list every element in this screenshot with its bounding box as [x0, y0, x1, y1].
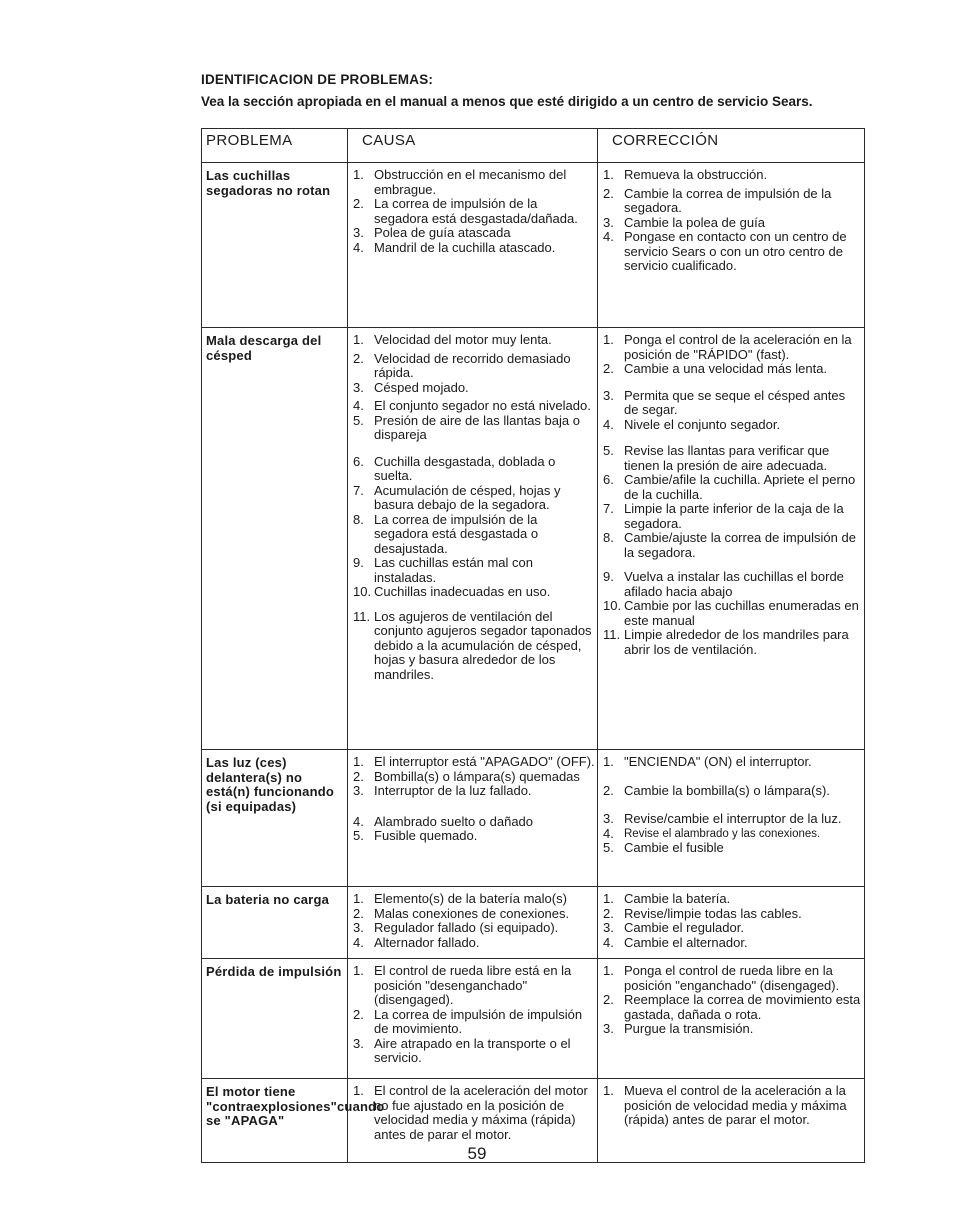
list-item: 4. Pongase en contacto con un centro de servicio Sears o con un otro centro de servicio cualificado. [603, 229, 847, 273]
list-item: 4. Cambie el alternador. [603, 934, 748, 950]
list-item: 2. La correa de impulsión de impulsión de movimiento. [353, 1006, 583, 1036]
list-item: 3. Revise/cambie el interruptor de la luz. [603, 811, 842, 826]
list-item: 2. Reemplace la correa de movimiento esta gastada, dañada o rota. [603, 992, 861, 1022]
list-item: 7. Acumulación de césped, hojas y basura debajo de la segadora. [353, 482, 561, 512]
list-item: 2. Cambie la correa de impulsión de la segadora. [603, 185, 832, 215]
list-item: 7. Limpie la parte inferior de la caja de la segadora. [603, 501, 844, 531]
list-item: 8. La correa de impulsión de la segadora está desgastada o desajustada. [353, 511, 539, 556]
list-item: 9. Vuelva a instalar las cuchillas el borde afilado hacia abajo [603, 569, 844, 599]
cause-cell [348, 959, 598, 1079]
table-row [202, 328, 865, 750]
cause-cell [348, 328, 598, 750]
table-header-row [202, 129, 865, 163]
list-item: 4. El conjunto segador no está nivelado. [353, 398, 591, 413]
section-heading: IDENTIFICACION DE PROBLEMAS: [201, 72, 434, 87]
list-item: 3. Cambie el regulador. [603, 920, 744, 935]
cause-cell [348, 163, 598, 328]
table-row [202, 163, 865, 328]
list-item: 1. El control de la aceleración del motor no fue ajustado en la posición de velocidad media y máxima (rápida) antes de parar el motor. [353, 1083, 588, 1142]
list-item: 4. Alambrado suelto o dañado [353, 813, 534, 829]
list-item: 3. Aire atrapado en la transporte o el servicio. [353, 1035, 571, 1065]
header-correction: CORRECCIÓN [598, 129, 865, 163]
problem-cell: Las luz (ces) delantera(s) no está(n) funcionando (si equipadas) [202, 750, 348, 887]
problem-cell: Pérdida de impulsión [202, 959, 348, 1079]
list-item: 5. Revise las llantas para verificar que tienen la presión de aire adecuada. [603, 443, 830, 473]
list-item: 1. El control de rueda libre está en la posición "desenganchado" (disengaged). [353, 963, 572, 1007]
list-item: 10. Cuchillas inadecuadas en uso. [353, 584, 551, 599]
list-item: 4. Mandril de la cuchilla atascado. [353, 239, 556, 255]
list-item: 11. Los agujeros de ventilación del conjunto agujeros segador taponados debido a la acumulación de césped, hojas y basura alrededor de los mandriles. [353, 608, 592, 682]
list-item: 1. Ponga el control de la aceleración en la posición de "RÁPIDO" (fast). [603, 332, 852, 362]
list-item: 8. Cambie/ajuste la correa de impulsión de la segadora. [603, 530, 856, 560]
correction-cell [598, 163, 865, 328]
list-item: 4. Revise el alambrado y las conexiones. [603, 825, 821, 841]
list-item: 5. Presión de aire de las llantas baja o dispareja [353, 412, 580, 442]
list-item: 2. Malas conexiones de conexiones. [353, 905, 570, 921]
header-cause: CAUSA [348, 129, 598, 163]
list-item: 1. Mueva el control de la aceleración a la posición de velocidad media y máxima (rápida) antes de parar el motor. [603, 1083, 847, 1127]
problem-cell: Mala descarga del césped [202, 328, 348, 750]
correction-cell [598, 328, 865, 750]
list-item: 3. Cambie la polea de guía [603, 214, 765, 230]
list-item: 5. Fusible quemado. [353, 828, 478, 843]
list-item: 3. Polea de guía atascada [353, 225, 511, 240]
header-problem: PROBLEMA [202, 129, 348, 163]
list-item: 3. Permita que se seque el césped antes de segar. [603, 387, 846, 417]
troubleshooting-table [201, 128, 865, 1163]
list-item: 2. Bombilla(s) o lámpara(s) quemadas [353, 768, 580, 784]
list-item: 2. La correa de impulsión de la segadora está desgastada/dañada. [353, 196, 578, 226]
list-item: 9. Las cuchillas están mal con instaladas. [353, 555, 533, 585]
list-item: 1. Velocidad del motor muy lenta. [353, 332, 552, 347]
table-row [202, 750, 865, 887]
problem-cell: La bateria no carga [202, 887, 348, 959]
list-item: 3. Césped mojado. [353, 379, 469, 395]
list-item: 1. El interruptor está "APAGADO" (OFF). [353, 754, 595, 769]
list-item: 1. Cambie la batería. [603, 891, 731, 906]
intro-text: Vea la sección apropiada en el manual a menos que esté dirigido a un centro de servicio Sears. [201, 94, 813, 109]
list-item: 2. Cambie a una velocidad más lenta. [603, 361, 828, 376]
list-item: 11. Limpie alrededor de los mandriles para abrir los de ventilación. [603, 627, 849, 657]
problem-cell: Las cuchillas segadoras no rotan [202, 163, 348, 328]
table-row [202, 887, 865, 959]
list-item: 6. Cuchilla desgastada, doblada o suelta. [353, 453, 556, 483]
correction-cell [598, 750, 865, 887]
page-number: 59 [467, 1144, 487, 1163]
list-item: 1. Elemento(s) de la batería malo(s) [353, 891, 567, 906]
list-item: 3. Purgue la transmisión. [603, 1021, 754, 1036]
list-item: 1. Remueva la obstrucción. [603, 167, 768, 182]
list-item: 6. Cambie/afile la cuchilla. Apriete el perno de la cuchilla. [603, 472, 856, 502]
correction-cell [598, 959, 865, 1079]
cause-cell [348, 887, 598, 959]
list-item: 10. Cambie por las cuchillas enumeradas en este manual [603, 598, 859, 628]
list-item: 2. Revise/limpie todas las cables. [603, 905, 802, 921]
list-item: 3. Regulador fallado (si equipado). [353, 920, 559, 935]
list-item: 1. Obstrucción en el mecanismo del embrague. [353, 167, 567, 197]
list-item: 4. Nivele el conjunto segador. [603, 416, 781, 432]
table-row [202, 959, 865, 1079]
correction-cell [598, 887, 865, 959]
list-item: 4. Alternador fallado. [353, 934, 480, 950]
problem-cell: El motor tiene "contraexplosiones"cuando se "APAGA" [202, 1079, 348, 1163]
list-item: 2. Velocidad de recorrido demasiado rápida. [353, 350, 571, 380]
list-item: 2. Cambie la bombilla(s) o lámpara(s). [603, 782, 830, 798]
list-item: 5. Cambie el fusible [603, 840, 724, 855]
cause-cell [348, 750, 598, 887]
list-item: 1. Ponga el control de rueda libre en la posición "enganchado" (disengaged). [603, 963, 840, 993]
list-item: 3. Interruptor de la luz fallado. [353, 783, 532, 798]
list-item: 1. "ENCIENDA" (ON) el interruptor. [603, 754, 812, 769]
